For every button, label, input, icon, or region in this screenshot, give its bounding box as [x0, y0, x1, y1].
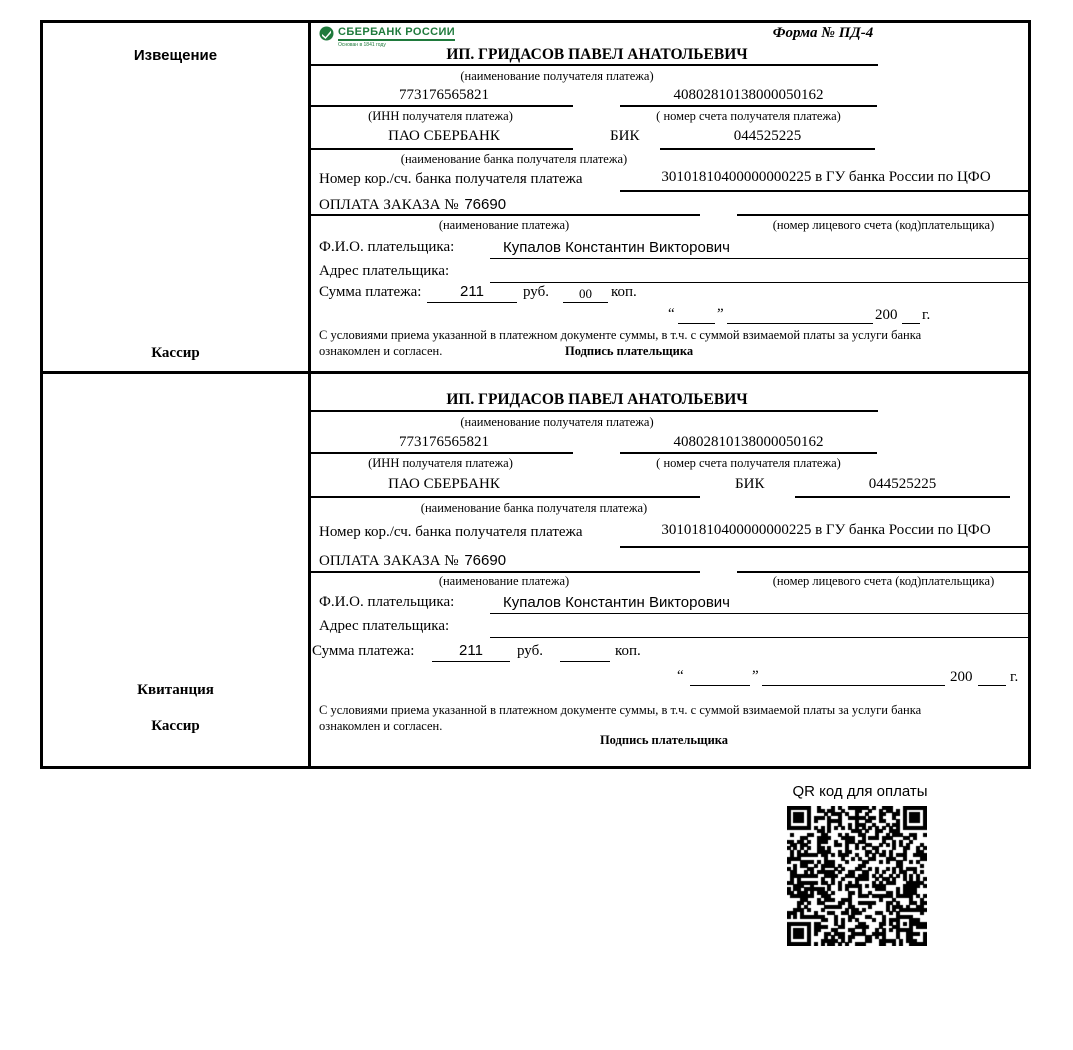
personal-account-caption: (номер лицевого счета (код)плательщика)	[772, 574, 995, 588]
bik-label: БИК	[735, 476, 765, 492]
payer-address-label: Адрес плательщика:	[319, 263, 450, 279]
amount-rub-underline	[432, 661, 510, 662]
payment-name-underline	[308, 571, 700, 573]
amount-rub-value: 211	[460, 283, 484, 300]
date-quote-open: “	[668, 306, 675, 322]
bik-underline	[795, 496, 1010, 498]
payee-underline	[308, 64, 878, 66]
payer-name-underline	[490, 613, 1030, 614]
rub-label: руб.	[517, 643, 543, 659]
agreement-line1: С условиями приема указанной в платежном документе суммы, в т.ч. с суммой взимаемой платы за услуги банка	[319, 703, 922, 717]
payer-signature-label: Подпись плательщика	[565, 344, 694, 358]
qr-caption: QR код для оплаты	[792, 783, 928, 800]
corr-account-value: 30101810400000000225 в ГУ банка России по ЦФО	[661, 169, 991, 185]
payer-name-value: Купалов Константин Викторович	[503, 594, 730, 611]
date-quote-close: ”	[717, 306, 724, 322]
kop-label: коп.	[615, 643, 641, 659]
personal-account-underline	[737, 214, 1030, 216]
rub-label: руб.	[523, 284, 549, 300]
agreement-line2: ознакомлен и согласен.	[319, 719, 443, 733]
corr-account-underline	[620, 546, 1028, 548]
inn-caption: (ИНН получателя платежа)	[368, 456, 513, 470]
payer-address-label: Адрес плательщика:	[319, 618, 450, 634]
amount-kop-underline	[560, 661, 610, 662]
payee-caption: (наименование получателя платежа)	[460, 69, 654, 83]
payment-name-underline	[308, 214, 700, 216]
amount-kop-value: 00	[579, 286, 592, 301]
agreement-line2: ознакомлен и согласен.	[319, 344, 443, 358]
bik-label: БИК	[610, 128, 640, 144]
qr-code	[787, 806, 927, 946]
bank-caption: (наименование банка получателя платежа)	[420, 501, 648, 515]
date-month-underline	[762, 685, 945, 686]
bank-underline	[308, 148, 573, 150]
payee-name: ИП. ГРИДАСОВ ПАВЕЛ АНАТОЛЬЕВИЧ	[446, 391, 748, 408]
corr-account-label: Номер кор./сч. банка получателя платежа	[319, 524, 583, 540]
bik-value: 044525225	[868, 476, 937, 492]
payment-name-prefix: ОПЛАТА ЗАКАЗА №	[319, 197, 459, 213]
date-year-suffix: г.	[1010, 669, 1019, 685]
personal-account-caption: (номер лицевого счета (код)плательщика)	[772, 218, 995, 232]
payee-caption: (наименование получателя платежа)	[460, 415, 654, 429]
amount-rub-value: 211	[459, 642, 483, 659]
account-caption: ( номер счета получателя платежа)	[656, 109, 841, 123]
date-year-suffix: г.	[922, 307, 931, 323]
date-day-underline	[678, 323, 715, 324]
bank-name-value: ПАО СБЕРБАНК	[388, 128, 500, 144]
date-year-prefix: 200	[875, 307, 898, 323]
form-number: Форма № ПД-4	[772, 25, 874, 41]
date-year-underline	[902, 323, 920, 324]
account-underline	[620, 105, 877, 107]
bik-underline	[660, 148, 875, 150]
date-quote-close: ”	[752, 668, 759, 684]
sberbank-logo-tagline: Основан в 1841 году	[338, 42, 386, 48]
date-month-underline	[727, 323, 873, 324]
inn-value: 773176565821	[399, 434, 489, 450]
corr-account-value: 30101810400000000225 в ГУ банка России по ЦФО	[661, 522, 991, 538]
cashier-label: Кассир	[151, 345, 200, 361]
payer-name-underline	[490, 258, 1030, 259]
payer-address-underline	[490, 282, 1030, 283]
amount-label: Сумма платежа:	[312, 643, 415, 659]
payment-name-caption: (наименование платежа)	[438, 574, 570, 588]
date-year-underline	[978, 685, 1006, 686]
payer-signature-label: Подпись плательщика	[599, 733, 729, 747]
payer-address-underline	[490, 637, 1030, 638]
corr-account-underline	[620, 190, 1028, 192]
cashier-label: Кассир	[151, 718, 200, 734]
payee-underline	[308, 410, 878, 412]
order-number: 76690	[464, 196, 507, 213]
account-caption: ( номер счета получателя платежа)	[656, 456, 841, 470]
date-day-underline	[690, 685, 750, 686]
amount-label: Сумма платежа:	[319, 284, 422, 300]
bank-caption: (наименование банка получателя платежа)	[400, 152, 628, 166]
personal-account-underline	[737, 571, 1030, 573]
agreement-line1: С условиями приема указанной в платежном документе суммы, в т.ч. с суммой взимаемой платы за услуги банка	[319, 328, 922, 342]
inn-caption: (ИНН получателя платежа)	[368, 109, 513, 123]
kop-label: коп.	[611, 284, 637, 300]
inn-underline	[308, 452, 573, 454]
payer-name-label: Ф.И.О. плательщика:	[319, 594, 455, 610]
section-divider	[43, 371, 1028, 374]
form-frame	[40, 20, 1031, 769]
account-underline	[620, 452, 877, 454]
payment-name	[319, 552, 506, 570]
amount-kop-underline	[563, 302, 608, 303]
account-value: 40802810138000050162	[673, 87, 824, 103]
payment-name	[319, 196, 506, 214]
amount-rub-underline	[427, 302, 517, 303]
inn-value: 773176565821	[399, 87, 489, 103]
date-quote-open: “	[677, 668, 684, 684]
date-year-prefix: 200	[950, 669, 973, 685]
inn-underline	[308, 105, 573, 107]
corr-account-label: Номер кор./сч. банка получателя платежа	[319, 171, 583, 187]
receipt-label: Квитанция	[137, 682, 214, 698]
sberbank-logo-icon	[319, 26, 334, 41]
bank-name-value: ПАО СБЕРБАНК	[388, 476, 500, 492]
bank-underline	[308, 496, 700, 498]
payment-name-caption: (наименование платежа)	[438, 218, 570, 232]
payer-name-label: Ф.И.О. плательщика:	[319, 239, 455, 255]
order-number: 76690	[464, 552, 507, 569]
notice-label: Извещение	[133, 47, 218, 64]
account-value: 40802810138000050162	[673, 434, 824, 450]
payee-name: ИП. ГРИДАСОВ ПАВЕЛ АНАТОЛЬЕВИЧ	[446, 46, 748, 63]
payment-name-prefix: ОПЛАТА ЗАКАЗА №	[319, 553, 459, 569]
payer-name-value: Купалов Константин Викторович	[503, 239, 730, 256]
sberbank-logo	[319, 26, 455, 48]
bik-value: 044525225	[733, 128, 802, 144]
vertical-divider	[308, 23, 311, 766]
sberbank-logo-text: СБЕРБАНК РОССИИ	[338, 26, 455, 41]
